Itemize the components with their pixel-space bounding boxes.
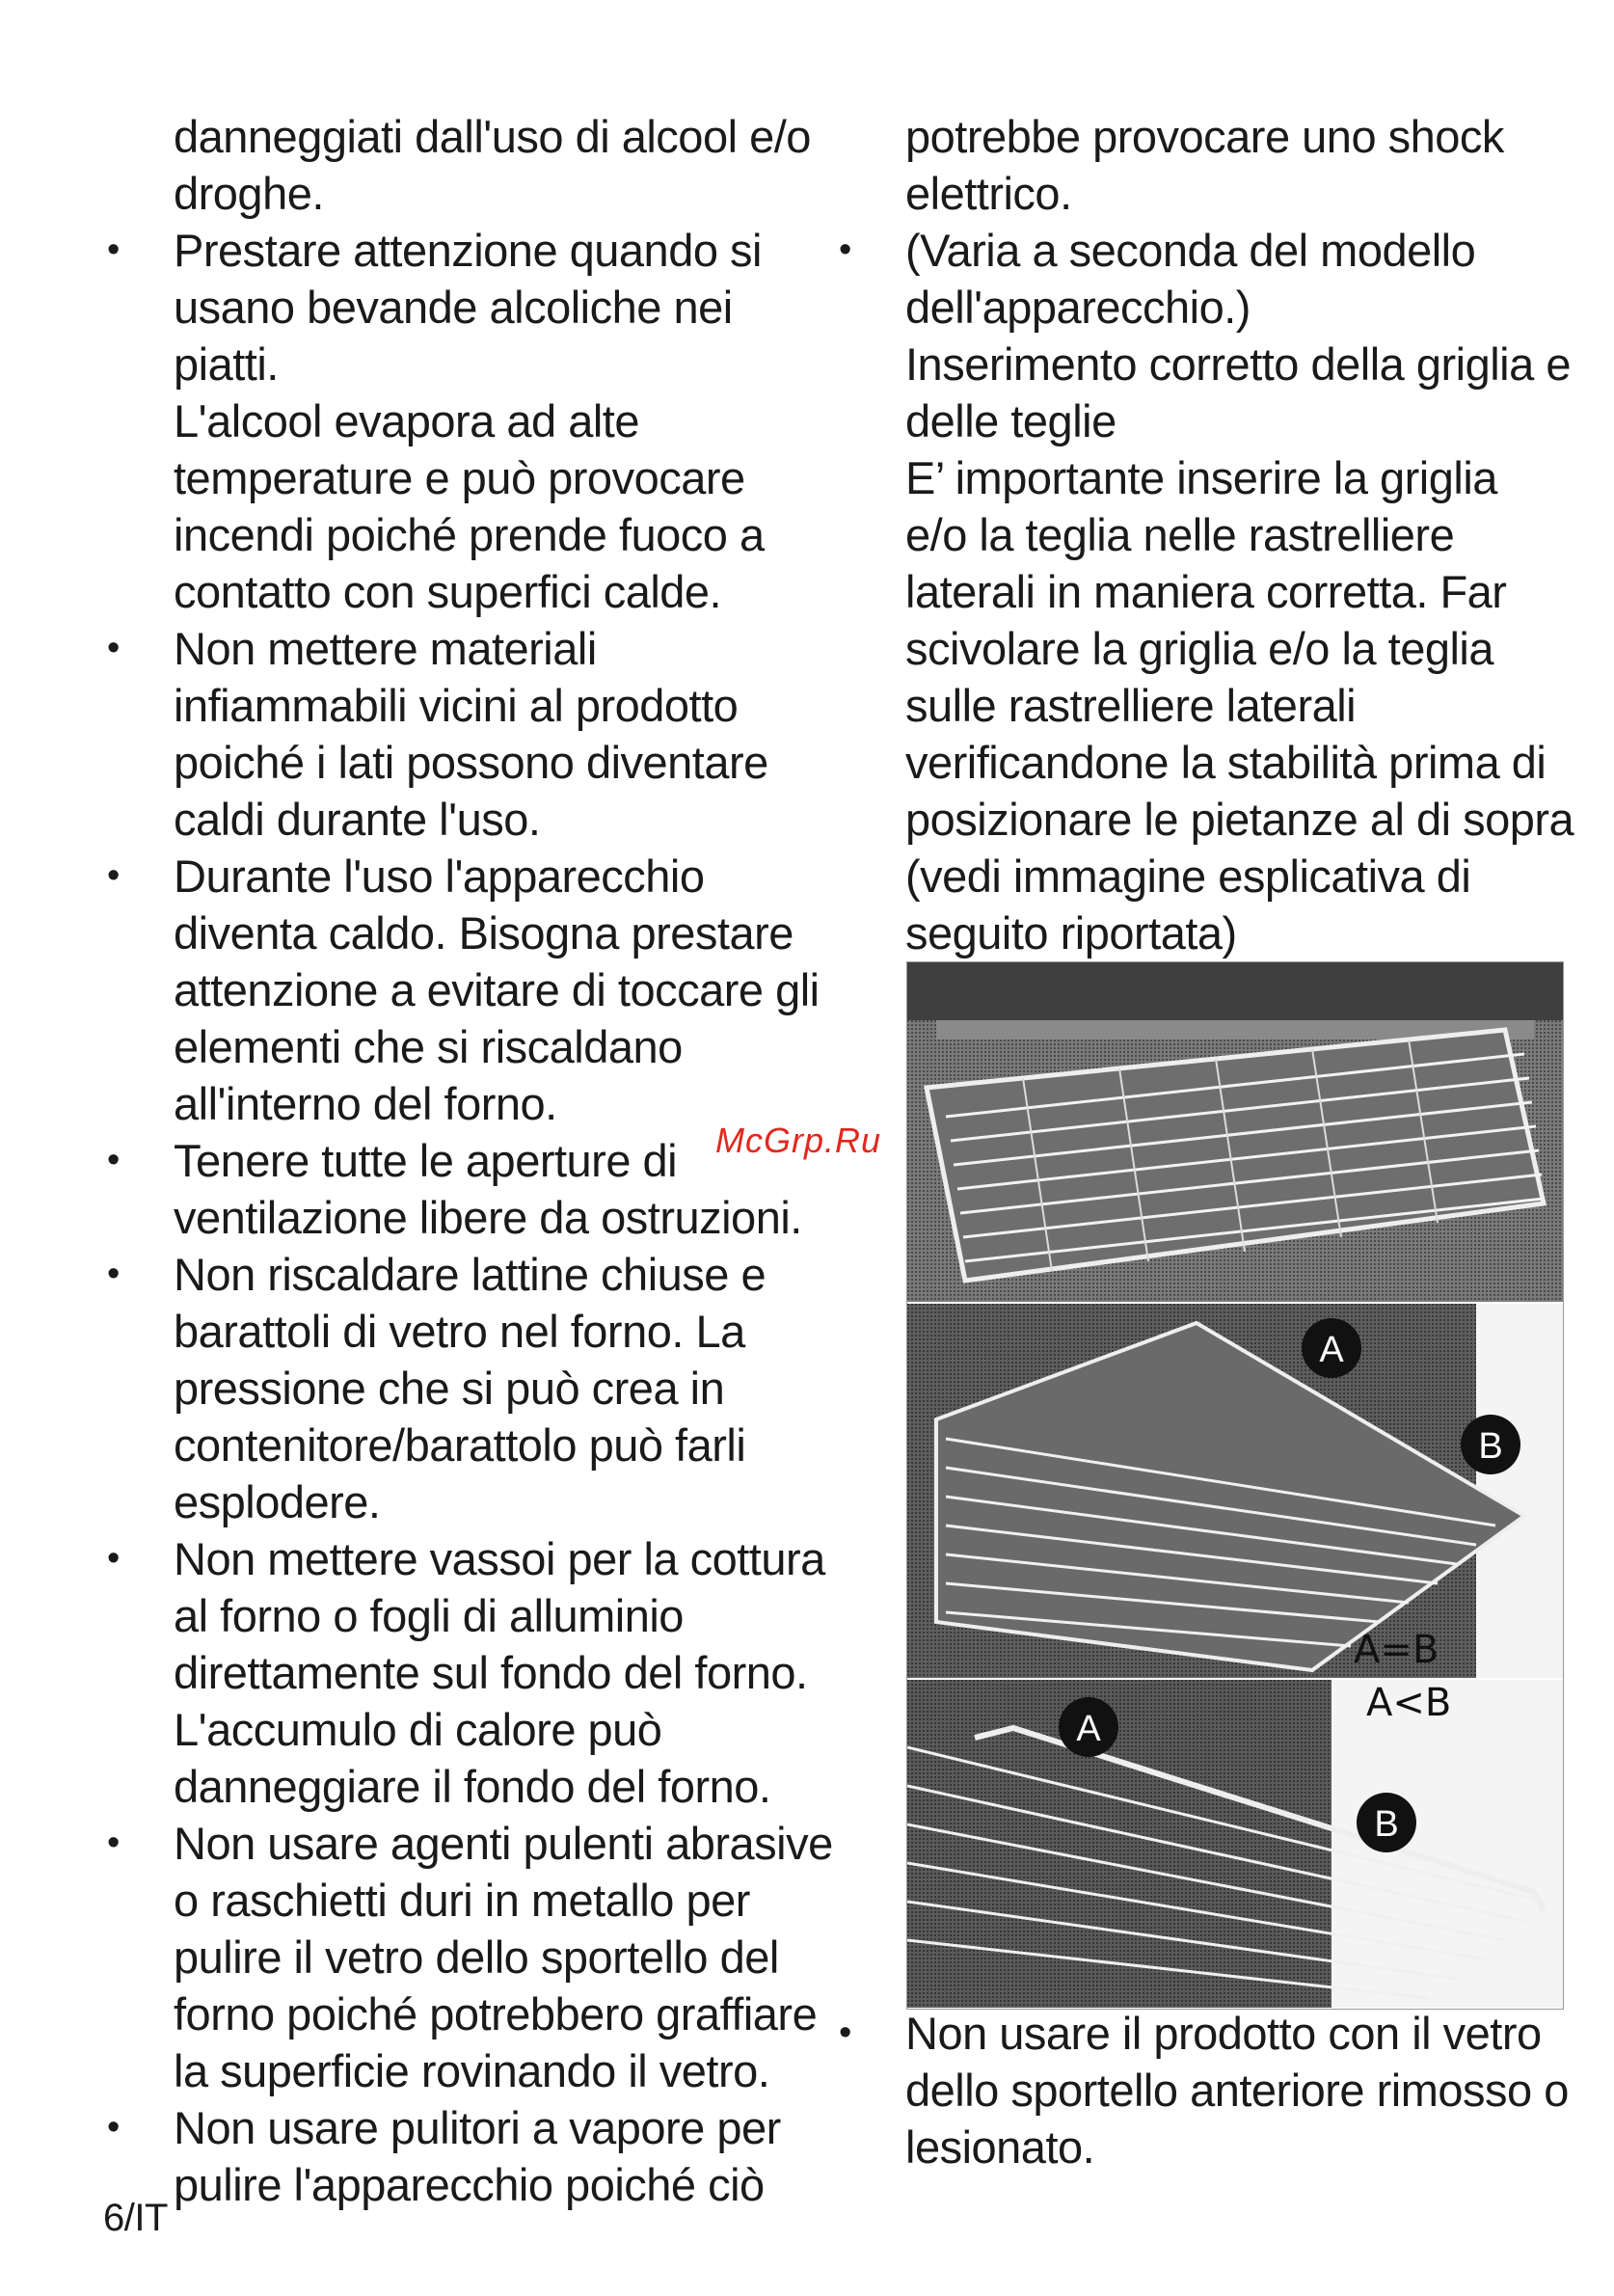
bullet-icon: • [107,230,120,270]
bullet-icon: • [107,1140,120,1180]
list-item-text: Non mettere materiali infiammabili vicini al prodotto poiché i lati possono diventare caldi durante l'uso. [174,623,768,845]
bullet-icon: • [107,1254,120,1294]
list-item-text: Non usare pulitori a vapore per pulire l'apparecchio poiché ciò [174,2102,781,2210]
list-item-text: Non riscaldare lattine chiuse e barattoli di vetro nel forno. La pressione che si può crea in contenitore/barattolo può farli esplodere. [174,1249,767,1527]
list-item-text: Non mettere vassoi per la cottura al forno o fogli di alluminio direttamente sul fondo del forno. L'accumulo di calore può danneggiare il fondo del forno. [174,1533,825,1812]
rack-labels [907,962,1563,2009]
bullet-icon: • [107,628,120,668]
list-item [103,1815,836,2099]
svg-text:B: B [1374,1804,1399,1845]
bullet-icon: • [107,2107,120,2147]
svg-text:A: A [1319,1330,1344,1370]
svg-text:B: B [1478,1426,1503,1467]
right-continuation-text: potrebbe provocare uno shock elettrico. [905,111,1504,219]
list-item [103,1530,836,1815]
left-continuation-text: danneggiati dall'uso di alcool e/o droghe. [174,111,811,219]
label-a-top [1302,1318,1361,1378]
list-item [103,620,836,848]
list-item-text: Non usare il prodotto con il vetro dello sportello anteriore rimosso o lesionato. [905,2008,1569,2173]
list-item [103,2099,836,2213]
right-column [835,108,1597,961]
list-item-text: Tenere tutte le aperture di ventilazione libere da ostruzioni. [174,1135,802,1243]
equal-caption: A=B [1354,1628,1439,1672]
list-item [835,2005,1597,2175]
list-item-text: Prestare attenzione quando si usano bevande alcoliche nei piatti. L'alcool evapora ad alte temperature e può provocare incendi poiché prende fuoco a contatto con superfici calde. [174,225,765,617]
label-b-bottom [1357,1793,1416,1852]
watermark: McGrp.Ru [715,1121,882,1160]
list-item [103,848,836,1132]
oven-rack-illustration [906,961,1564,2010]
label-a-bottom [1059,1697,1118,1757]
list-item-text: Durante l'uso l'apparecchio diventa caldo. Bisogna prestare attenzione a evitare di toccare gli elementi che si riscaldano all'interno del forno. [174,851,820,1129]
bullet-icon: • [107,1823,120,1863]
label-b-top [1461,1415,1520,1474]
list-item-text: (Varia a seconda del modello dell'apparecchio.) Inserimento corretto della griglia e delle teglie E’ importante inserire la griglia e/o la teglia nelle rastrelliere laterali in maniera corretta. Far scivolare la griglia e/o la teglia sulle rastrelliere laterali verificandone la stabilità prima di posizionare le pietanze al di sopra (vedi immagine esplicativa di seguito riportata) [905,225,1574,959]
svg-text:A: A [1076,1709,1101,1749]
bullet-icon: • [107,1538,120,1579]
list-item [103,222,836,620]
list-item [835,222,1597,961]
right-column-bottom [835,2005,1597,2175]
page-number: 6/IT [103,2197,168,2239]
bullet-icon: • [839,2012,851,2053]
less-caption: A<B [1366,1681,1452,1725]
list-item [103,1246,836,1530]
bullet-icon: • [839,230,851,270]
bullet-icon: • [107,855,120,896]
list-item-text: Non usare agenti pulenti abrasive o raschietti duri in metallo per pulire il vetro dello sportello del forno poiché potrebbero graffiare la superficie rovinando il vetro. [174,1818,833,2096]
